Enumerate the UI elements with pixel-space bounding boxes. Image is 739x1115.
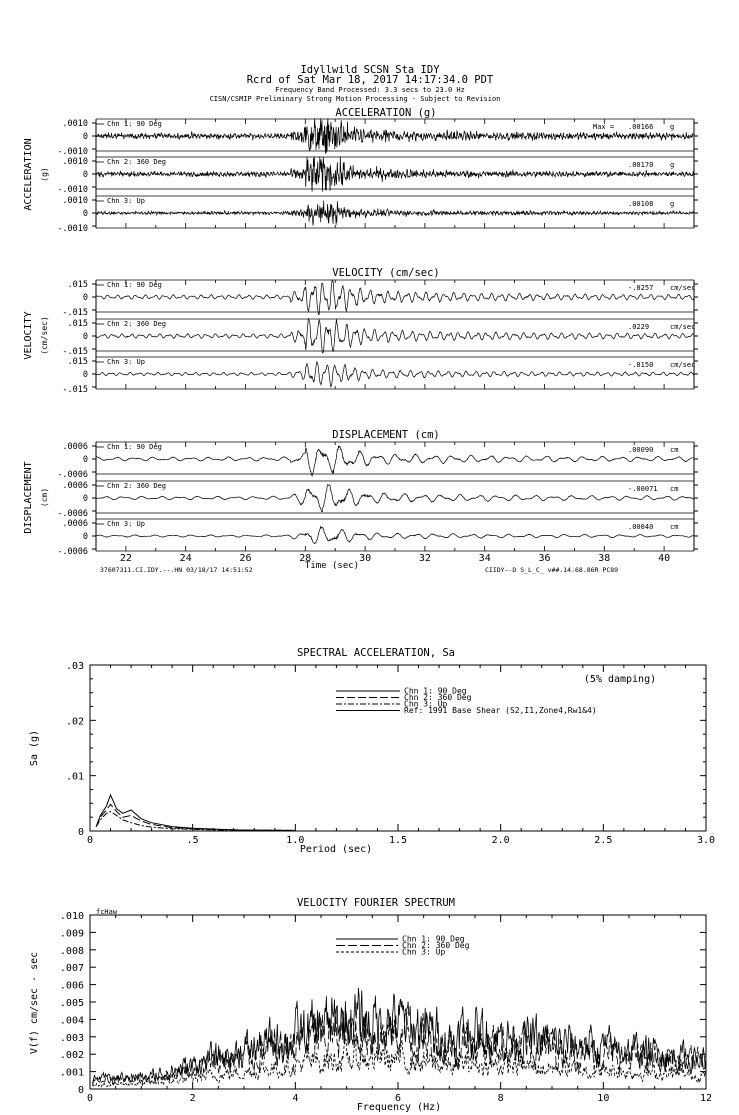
footer-right: CIIDY--D S_L_C_ v##.14.68.86R PC89 [485, 566, 619, 574]
y-tick-label: 0 [82, 132, 88, 142]
y-tick-label: .0006 [62, 442, 88, 452]
x-tick-label: 4 [292, 1093, 299, 1104]
y-axis-label: ACCELERATION [23, 138, 34, 211]
waveform-trace [96, 527, 694, 544]
panel-dis [23, 429, 698, 557]
x-tick-label: 22 [119, 553, 132, 564]
channel-name: Chn 3: Up [107, 358, 145, 366]
damping-note: (5% damping) [583, 674, 657, 685]
x-tick-label: 24 [179, 553, 192, 564]
peak-unit: cm/sec [670, 361, 696, 369]
peak-unit: g [670, 161, 675, 169]
y-tick-label: .004 [59, 1015, 84, 1027]
y-tick-label: 0 [82, 494, 88, 504]
y-tick-label: -.0006 [57, 547, 88, 557]
peak-unit: cm/sec [670, 284, 696, 292]
corner-label: fcHaw [96, 908, 118, 916]
channel-row [62, 280, 698, 318]
peak-value: .00090 [628, 446, 654, 454]
legend-entry: Chn 2: 360 Deg [402, 941, 470, 950]
y-tick-label: .0010 [62, 119, 88, 129]
x-tick-label: 3.0 [696, 835, 716, 846]
channel-name: Chn 1: 90 Deg [107, 443, 162, 451]
x-tick-label: 30 [359, 553, 372, 564]
peak-value: .00170 [628, 161, 654, 169]
panel-acc [23, 107, 698, 234]
y-tick-label: .005 [59, 998, 84, 1009]
y-axis-label: Sa (g) [29, 729, 40, 767]
y-tick-label: 0 [82, 293, 88, 303]
x-tick-label: 32 [418, 553, 431, 564]
y-tick-label: .002 [59, 1050, 84, 1062]
spectral-acceleration-panel [29, 647, 715, 855]
x-axis-label: Period (sec) [299, 844, 373, 855]
channel-row [57, 481, 698, 519]
panel-title: VELOCITY (cm/sec) [332, 267, 440, 279]
y-tick-label: .001 [59, 1067, 84, 1079]
peak-unit: cm [670, 523, 679, 531]
y-tick-label: -.015 [62, 308, 88, 318]
y-tick-label: -.0006 [57, 509, 88, 519]
y-axis-label: VELOCITY [23, 311, 34, 360]
channel-name: Chn 2: 360 Deg [107, 158, 167, 166]
x-tick-label: 12 [699, 1093, 713, 1104]
y-axis-unit: (g) [40, 167, 49, 182]
peak-unit: g [670, 123, 675, 131]
x-axis-label: Time (sec) [304, 561, 360, 571]
panel-title: ACCELERATION (g) [335, 107, 437, 119]
y-tick-label: -.0010 [57, 185, 88, 195]
x-tick-label: 6 [394, 1093, 402, 1104]
y-axis-unit: (cm/sec) [40, 316, 49, 355]
y-tick-label: .007 [59, 963, 84, 975]
max-prefix: Max = [593, 123, 615, 131]
y-tick-label: .0010 [62, 157, 88, 167]
channel-row [62, 318, 698, 357]
velocity-fourier-panel [29, 897, 712, 1113]
channel-name: Chn 2: 360 Deg [107, 482, 167, 490]
y-axis-label: DISPLACEMENT [23, 461, 34, 534]
x-tick-label: 2.5 [594, 835, 613, 846]
peak-unit: g [670, 200, 675, 208]
y-tick-label: .015 [67, 357, 88, 367]
x-tick-label: 0 [86, 1093, 94, 1104]
x-tick-label: 1.0 [286, 835, 305, 846]
x-tick-label: 8 [497, 1093, 504, 1104]
legend-entry: Chn 1: 90 Deg [404, 686, 467, 696]
time-series-panels [23, 107, 698, 574]
peak-unit: cm [670, 485, 679, 493]
y-tick-label: .03 [65, 661, 84, 672]
panel-title: VELOCITY FOURIER SPECTRUM [296, 897, 456, 909]
x-tick-label: 1.5 [388, 835, 408, 846]
y-tick-label: .008 [59, 945, 84, 957]
x-tick-label: 28 [299, 553, 312, 564]
waveform-trace [96, 361, 694, 386]
y-tick-label: 0 [82, 455, 88, 465]
plot-frame [90, 915, 706, 1089]
y-tick-label: 0 [82, 332, 88, 342]
waveform-trace [96, 446, 694, 476]
y-tick-label: .003 [59, 1032, 84, 1044]
channel-name: Chn 3: Up [107, 520, 145, 528]
panel-title: DISPLACEMENT (cm) [332, 429, 440, 441]
channel-row [57, 442, 698, 480]
y-axis-unit: (cm) [40, 487, 49, 508]
waveform-trace [96, 201, 694, 226]
y-tick-label: 0 [82, 170, 88, 180]
y-axis-label: V(f) cm/sec - sec [29, 951, 40, 1055]
peak-value: .00166 [628, 123, 654, 131]
channel-name: Chn 1: 90 Deg [107, 281, 162, 289]
x-axis-label: Frequency (Hz) [356, 1102, 442, 1113]
x-tick-label: 40 [658, 553, 671, 564]
y-tick-label: -.0006 [57, 470, 88, 480]
peak-unit: cm [670, 446, 679, 454]
legend-entry: Chn 2: 360 Deg [404, 693, 472, 702]
legend-entry: Chn 3: Up [404, 699, 448, 709]
channel-name: Chn 1: 90 Deg [107, 120, 162, 128]
footer-left: 37607311.CI.IDY.--.HN 03/18/17 14:51:52 [100, 566, 253, 574]
legend-entry: Chn 1: 90 Deg [402, 934, 465, 944]
channel-name: Chn 2: 360 Deg [107, 320, 167, 328]
waveform-trace [96, 484, 694, 511]
y-tick-label: .0010 [62, 196, 88, 206]
peak-value: .00040 [628, 523, 654, 531]
y-tick-label: -.0010 [57, 224, 88, 234]
band-text: Frequency Band Processed: 3.3 secs to 23.0 Hz [275, 86, 465, 94]
y-tick-label: .010 [59, 911, 84, 922]
disclaimer-text: CISN/CSMIP Preliminary Strong Motion Processing - Subject to Revision [209, 95, 501, 103]
peak-value: -.0257 [628, 284, 654, 292]
x-tick-label: .5 [186, 835, 199, 846]
peak-value: -.00071 [628, 485, 658, 493]
peak-value: .0229 [628, 323, 650, 331]
header [210, 64, 501, 103]
y-tick-label: .009 [59, 928, 84, 940]
peak-value: -.0150 [628, 361, 654, 369]
y-tick-label: -.0010 [57, 147, 88, 157]
x-tick-label: 34 [478, 553, 491, 564]
y-tick-label: .015 [67, 319, 88, 329]
record-title: Rcrd of Sat Mar 18, 2017 14:17:34.0 PDT [246, 74, 494, 86]
waveform-trace [96, 318, 694, 353]
channel-name: Chn 3: Up [107, 197, 145, 205]
x-tick-label: 36 [538, 553, 551, 564]
y-tick-label: .0006 [62, 481, 88, 491]
fourier-curve [93, 1009, 706, 1086]
waveform-trace [96, 156, 694, 191]
x-tick-label: 2 [189, 1093, 196, 1104]
legend-entry: Chn 3: Up [402, 947, 446, 957]
y-tick-label: 0 [82, 370, 88, 380]
y-tick-label: 0 [77, 1085, 84, 1096]
y-tick-label: 0 [77, 827, 84, 838]
spectral-curve [96, 795, 295, 830]
x-tick-label: 10 [597, 1093, 610, 1104]
y-tick-label: .015 [67, 280, 88, 290]
y-tick-label: .0006 [62, 519, 88, 529]
channel-row [62, 357, 698, 395]
panel-vel [23, 267, 698, 395]
x-tick-label: 38 [598, 553, 611, 564]
y-tick-label: .006 [59, 980, 84, 992]
y-tick-label: .01 [65, 771, 84, 783]
channel-row [57, 156, 698, 195]
x-tick-label: 26 [239, 553, 252, 564]
panel-title: SPECTRAL ACCELERATION, Sa [296, 647, 456, 659]
spectral-curve [96, 804, 295, 830]
channel-row [57, 519, 698, 557]
plot-frame [90, 665, 706, 831]
x-tick-label: 2.0 [491, 835, 510, 846]
y-tick-label: -.015 [62, 347, 88, 357]
station-title: Idyllwild SCSN Sta IDY [300, 64, 440, 76]
channel-row [57, 196, 698, 234]
x-tick-label: 0 [86, 835, 94, 846]
y-tick-label: .02 [65, 716, 84, 728]
y-tick-label: 0 [82, 209, 88, 219]
peak-unit: cm/sec [670, 323, 696, 331]
y-tick-label: -.015 [62, 385, 88, 395]
peak-value: .00108 [628, 200, 654, 208]
y-tick-label: 0 [82, 532, 88, 542]
waveform-trace [96, 280, 694, 315]
legend-entry: Ref: 1991 Base Shear (S2,I1,Zone4,Rw1&4) [404, 706, 597, 715]
channel-row [57, 118, 698, 157]
